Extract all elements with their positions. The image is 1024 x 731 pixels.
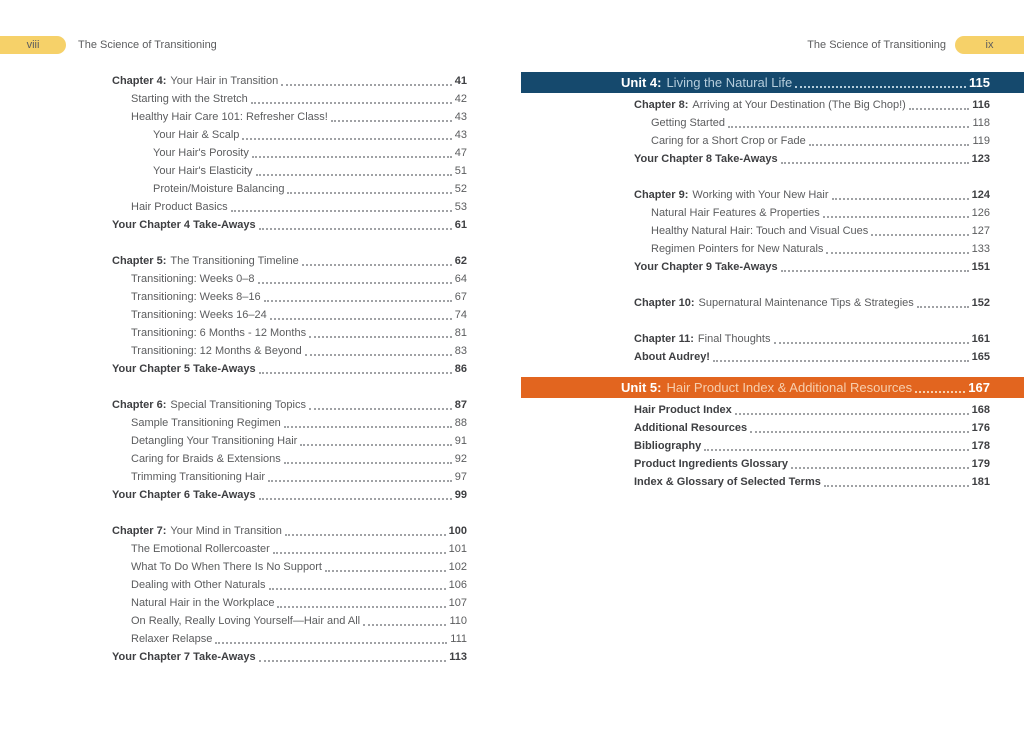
dot-leader <box>284 426 452 428</box>
entry-title: Dealing with Other Naturals <box>131 579 266 591</box>
toc-entry <box>112 198 467 216</box>
entry-title: The Transitioning Timeline <box>170 255 299 267</box>
dot-leader <box>832 198 969 200</box>
entry-title: Detangling Your Transitioning Hair <box>131 435 298 447</box>
toc-entry <box>112 252 467 270</box>
toc-section <box>521 377 1024 491</box>
entry-title: Your Hair in Transition <box>170 75 279 87</box>
entry-page-number: 101 <box>448 543 467 555</box>
toc-entry <box>112 486 467 504</box>
entry-page-number: 42 <box>454 93 467 105</box>
toc-entry <box>521 437 1024 455</box>
entry-title: Your Hair's Elasticity <box>153 165 253 177</box>
toc-entry <box>112 558 467 576</box>
entry-title: Trimming Transitioning Hair <box>131 471 266 483</box>
dot-leader <box>268 480 452 482</box>
toc-entry <box>521 114 1024 132</box>
entry-title: Working with Your New Hair <box>692 189 829 201</box>
entry-page-number: 62 <box>454 255 467 267</box>
toc-entry <box>521 401 1024 419</box>
dot-leader <box>269 588 446 590</box>
unit-page-number: 167 <box>968 380 990 395</box>
entry-prefix: Chapter 10: <box>634 297 695 309</box>
entry-page-number: 83 <box>454 345 467 357</box>
entry-page-number: 127 <box>971 225 990 237</box>
toc-entry <box>112 72 467 90</box>
toc-right-page <box>521 72 1024 491</box>
entry-title: What To Do When There Is No Support <box>131 561 322 573</box>
entry-page-number: 91 <box>454 435 467 447</box>
entry-title: Caring for Braids & Extensions <box>131 453 281 465</box>
dot-leader <box>300 444 451 446</box>
entry-page-number: 61 <box>454 219 467 231</box>
entry-title: Your Chapter 8 Take-Aways <box>634 153 778 165</box>
unit-page-number: 115 <box>969 75 990 90</box>
entry-page-number: 43 <box>454 111 467 123</box>
toc-entry <box>521 455 1024 473</box>
entry-page-number: 107 <box>448 597 467 609</box>
entry-title: Final Thoughts <box>697 333 771 345</box>
toc-entry <box>112 126 467 144</box>
toc-entry <box>521 348 1024 366</box>
dot-leader <box>309 336 452 338</box>
entry-page-number: 123 <box>971 153 990 165</box>
dot-leader <box>917 306 969 308</box>
entry-title: Transitioning: Weeks 0–8 <box>131 273 255 285</box>
entry-page-number: 126 <box>971 207 990 219</box>
entry-page-number: 92 <box>454 453 467 465</box>
toc-entry <box>112 324 467 342</box>
entry-prefix: Chapter 7: <box>112 525 167 537</box>
entry-title: Additional Resources <box>634 422 748 434</box>
entry-title: Protein/Moisture Balancing <box>153 183 285 195</box>
entry-page-number: 168 <box>971 404 990 416</box>
toc-entry <box>112 342 467 360</box>
toc-entry <box>112 468 467 486</box>
dot-leader <box>284 462 452 464</box>
dot-leader <box>915 391 965 393</box>
toc-entry <box>112 612 467 630</box>
dot-leader <box>302 264 452 266</box>
entry-page-number: 116 <box>972 99 990 111</box>
entry-title: Natural Hair in the Workplace <box>131 597 275 609</box>
toc-entry <box>521 419 1024 437</box>
entry-title: Transitioning: Weeks 16–24 <box>131 309 267 321</box>
entry-page-number: 118 <box>972 117 990 129</box>
dot-leader <box>215 642 447 644</box>
entry-page-number: 151 <box>971 261 990 273</box>
toc-entry <box>521 204 1024 222</box>
dot-leader <box>728 126 969 128</box>
right-page-number-badge: ix <box>955 36 1024 54</box>
dot-leader <box>325 570 446 572</box>
toc-entry <box>112 414 467 432</box>
entry-title: Hair Product Basics <box>131 201 228 213</box>
toc-entry <box>521 150 1024 168</box>
entry-title: Your Hair & Scalp <box>153 129 240 141</box>
entry-page-number: 179 <box>971 458 990 470</box>
toc-entry <box>112 288 467 306</box>
dot-leader <box>735 413 969 415</box>
dot-leader <box>264 300 452 302</box>
toc-entry <box>112 360 467 378</box>
toc-entry <box>112 270 467 288</box>
dot-leader <box>259 660 447 662</box>
toc-entry <box>112 648 467 666</box>
dot-leader <box>791 467 969 469</box>
left-running-header: The Science of Transitioning <box>78 39 217 51</box>
entry-page-number: 41 <box>454 75 467 87</box>
entry-title: Your Chapter 4 Take-Aways <box>112 219 256 231</box>
entry-title: Caring for a Short Crop or Fade <box>651 135 806 147</box>
entry-prefix: Chapter 4: <box>112 75 167 87</box>
entry-title: Hair Product Index <box>634 404 732 416</box>
dot-leader <box>281 84 452 86</box>
entry-page-number: 110 <box>449 615 467 627</box>
entry-page-number: 124 <box>971 189 990 201</box>
left-page-number-badge: viii <box>0 36 66 54</box>
unit-label: Unit 5: <box>621 380 662 395</box>
dot-leader <box>259 228 452 230</box>
toc-entry <box>112 576 467 594</box>
entry-title: Healthy Natural Hair: Touch and Visual Cues <box>651 225 869 237</box>
toc-entry <box>112 108 467 126</box>
toc-entry <box>112 180 467 198</box>
dot-leader <box>774 342 969 344</box>
entry-title: The Emotional Rollercoaster <box>131 543 270 555</box>
entry-page-number: 100 <box>448 525 467 537</box>
toc-entry <box>521 330 1024 348</box>
dot-leader <box>287 192 451 194</box>
dot-leader <box>270 318 452 320</box>
dot-leader <box>363 624 446 626</box>
unit-label: Unit 4: <box>621 75 662 90</box>
dot-leader <box>309 408 452 410</box>
dot-leader <box>285 534 446 536</box>
dot-leader <box>252 156 452 158</box>
entry-page-number: 97 <box>454 471 467 483</box>
toc-entry <box>112 306 467 324</box>
dot-leader <box>795 86 966 88</box>
entry-title: Your Chapter 5 Take-Aways <box>112 363 256 375</box>
dot-leader <box>809 144 970 146</box>
entry-page-number: 88 <box>454 417 467 429</box>
toc-section <box>521 294 1024 312</box>
entry-page-number: 133 <box>971 243 990 255</box>
toc-entry <box>521 473 1024 491</box>
entry-title: Bibliography <box>634 440 702 452</box>
dot-leader <box>824 485 969 487</box>
entry-page-number: 43 <box>454 129 467 141</box>
entry-title: Special Transitioning Topics <box>170 399 306 411</box>
entry-title: Transitioning: 12 Months & Beyond <box>131 345 302 357</box>
dot-leader <box>871 234 968 236</box>
entry-page-number: 106 <box>448 579 467 591</box>
entry-prefix: Chapter 6: <box>112 399 167 411</box>
dot-leader <box>826 252 968 254</box>
dot-leader <box>909 108 969 110</box>
toc-entry <box>112 144 467 162</box>
dot-leader <box>259 372 452 374</box>
toc-section <box>521 186 1024 276</box>
right-running-header: The Science of Transitioning <box>807 39 946 51</box>
toc-entry <box>112 162 467 180</box>
toc-entry <box>521 240 1024 258</box>
unit-title: Hair Product Index & Additional Resources <box>666 380 913 395</box>
entry-page-number: 67 <box>454 291 467 303</box>
entry-title: Healthy Hair Care 101: Refresher Class! <box>131 111 328 123</box>
dot-leader <box>259 498 452 500</box>
entry-page-number: 152 <box>971 297 990 309</box>
entry-title: Arriving at Your Destination (The Big Chop!) <box>692 99 906 111</box>
entry-title: Your Chapter 9 Take-Aways <box>634 261 778 273</box>
entry-title: Natural Hair Features & Properties <box>651 207 820 219</box>
entry-title: Your Hair's Porosity <box>153 147 249 159</box>
entry-title: Your Chapter 6 Take-Aways <box>112 489 256 501</box>
toc-entry <box>521 132 1024 150</box>
entry-title: Sample Transitioning Regimen <box>131 417 281 429</box>
toc-entry <box>112 90 467 108</box>
toc-section <box>521 72 1024 168</box>
dot-leader <box>258 282 452 284</box>
toc-section <box>112 396 467 504</box>
toc-entry <box>112 396 467 414</box>
entry-prefix: Chapter 8: <box>634 99 689 111</box>
entry-page-number: 47 <box>454 147 467 159</box>
toc-entry <box>112 450 467 468</box>
toc-section <box>112 522 467 666</box>
unit-banner <box>521 72 1024 93</box>
entry-page-number: 176 <box>971 422 990 434</box>
dot-leader <box>704 449 968 451</box>
entry-title: Starting with the Stretch <box>131 93 248 105</box>
entry-title: About Audrey! <box>634 351 710 363</box>
entry-prefix: Chapter 11: <box>634 333 694 345</box>
toc-section <box>112 72 467 234</box>
toc-left-page <box>112 72 467 666</box>
entry-page-number: 81 <box>454 327 467 339</box>
entry-prefix: Chapter 5: <box>112 255 167 267</box>
toc-section <box>112 252 467 378</box>
dot-leader <box>242 138 451 140</box>
entry-page-number: 86 <box>454 363 467 375</box>
entry-title: Getting Started <box>651 117 725 129</box>
entry-page-number: 74 <box>454 309 467 321</box>
dot-leader <box>750 431 969 433</box>
entry-title: Relaxer Relapse <box>131 633 213 645</box>
unit-banner <box>521 377 1024 398</box>
entry-title: Regimen Pointers for New Naturals <box>651 243 824 255</box>
entry-page-number: 53 <box>454 201 467 213</box>
dot-leader <box>273 552 446 554</box>
entry-page-number: 119 <box>972 135 990 147</box>
toc-entry <box>112 540 467 558</box>
entry-title: Product Ingredients Glossary <box>634 458 789 470</box>
entry-title: Your Mind in Transition <box>170 525 282 537</box>
entry-title: Supernatural Maintenance Tips & Strategies <box>698 297 914 309</box>
toc-entry <box>112 432 467 450</box>
entry-page-number: 161 <box>971 333 990 345</box>
toc-entry <box>112 594 467 612</box>
toc-entry <box>112 522 467 540</box>
entry-page-number: 64 <box>454 273 467 285</box>
toc-entry <box>521 222 1024 240</box>
dot-leader <box>251 102 452 104</box>
entry-page-number: 113 <box>449 651 467 663</box>
entry-page-number: 111 <box>450 633 467 645</box>
entry-page-number: 99 <box>454 489 467 501</box>
dot-leader <box>277 606 445 608</box>
entry-title: Your Chapter 7 Take-Aways <box>112 651 256 663</box>
entry-prefix: Chapter 9: <box>634 189 689 201</box>
entry-page-number: 51 <box>454 165 467 177</box>
dot-leader <box>781 162 969 164</box>
entry-page-number: 181 <box>971 476 990 488</box>
toc-entry <box>521 96 1024 114</box>
dot-leader <box>331 120 452 122</box>
unit-title: Living the Natural Life <box>666 75 793 90</box>
toc-entry <box>112 630 467 648</box>
entry-title: Transitioning: 6 Months - 12 Months <box>131 327 307 339</box>
dot-leader <box>823 216 969 218</box>
dot-leader <box>781 270 969 272</box>
toc-entry <box>521 258 1024 276</box>
dot-leader <box>256 174 452 176</box>
toc-entry <box>521 186 1024 204</box>
dot-leader <box>305 354 452 356</box>
entry-title: On Really, Really Loving Yourself—Hair and All <box>131 615 361 627</box>
dot-leader <box>231 210 452 212</box>
entry-page-number: 165 <box>971 351 990 363</box>
toc-section <box>521 330 1024 366</box>
entry-page-number: 52 <box>454 183 467 195</box>
entry-title: Index & Glossary of Selected Terms <box>634 476 821 488</box>
dot-leader <box>713 360 969 362</box>
toc-entry <box>112 216 467 234</box>
entry-title: Transitioning: Weeks 8–16 <box>131 291 261 303</box>
entry-page-number: 102 <box>448 561 467 573</box>
toc-entry <box>521 294 1024 312</box>
entry-page-number: 87 <box>454 399 467 411</box>
entry-page-number: 178 <box>971 440 990 452</box>
